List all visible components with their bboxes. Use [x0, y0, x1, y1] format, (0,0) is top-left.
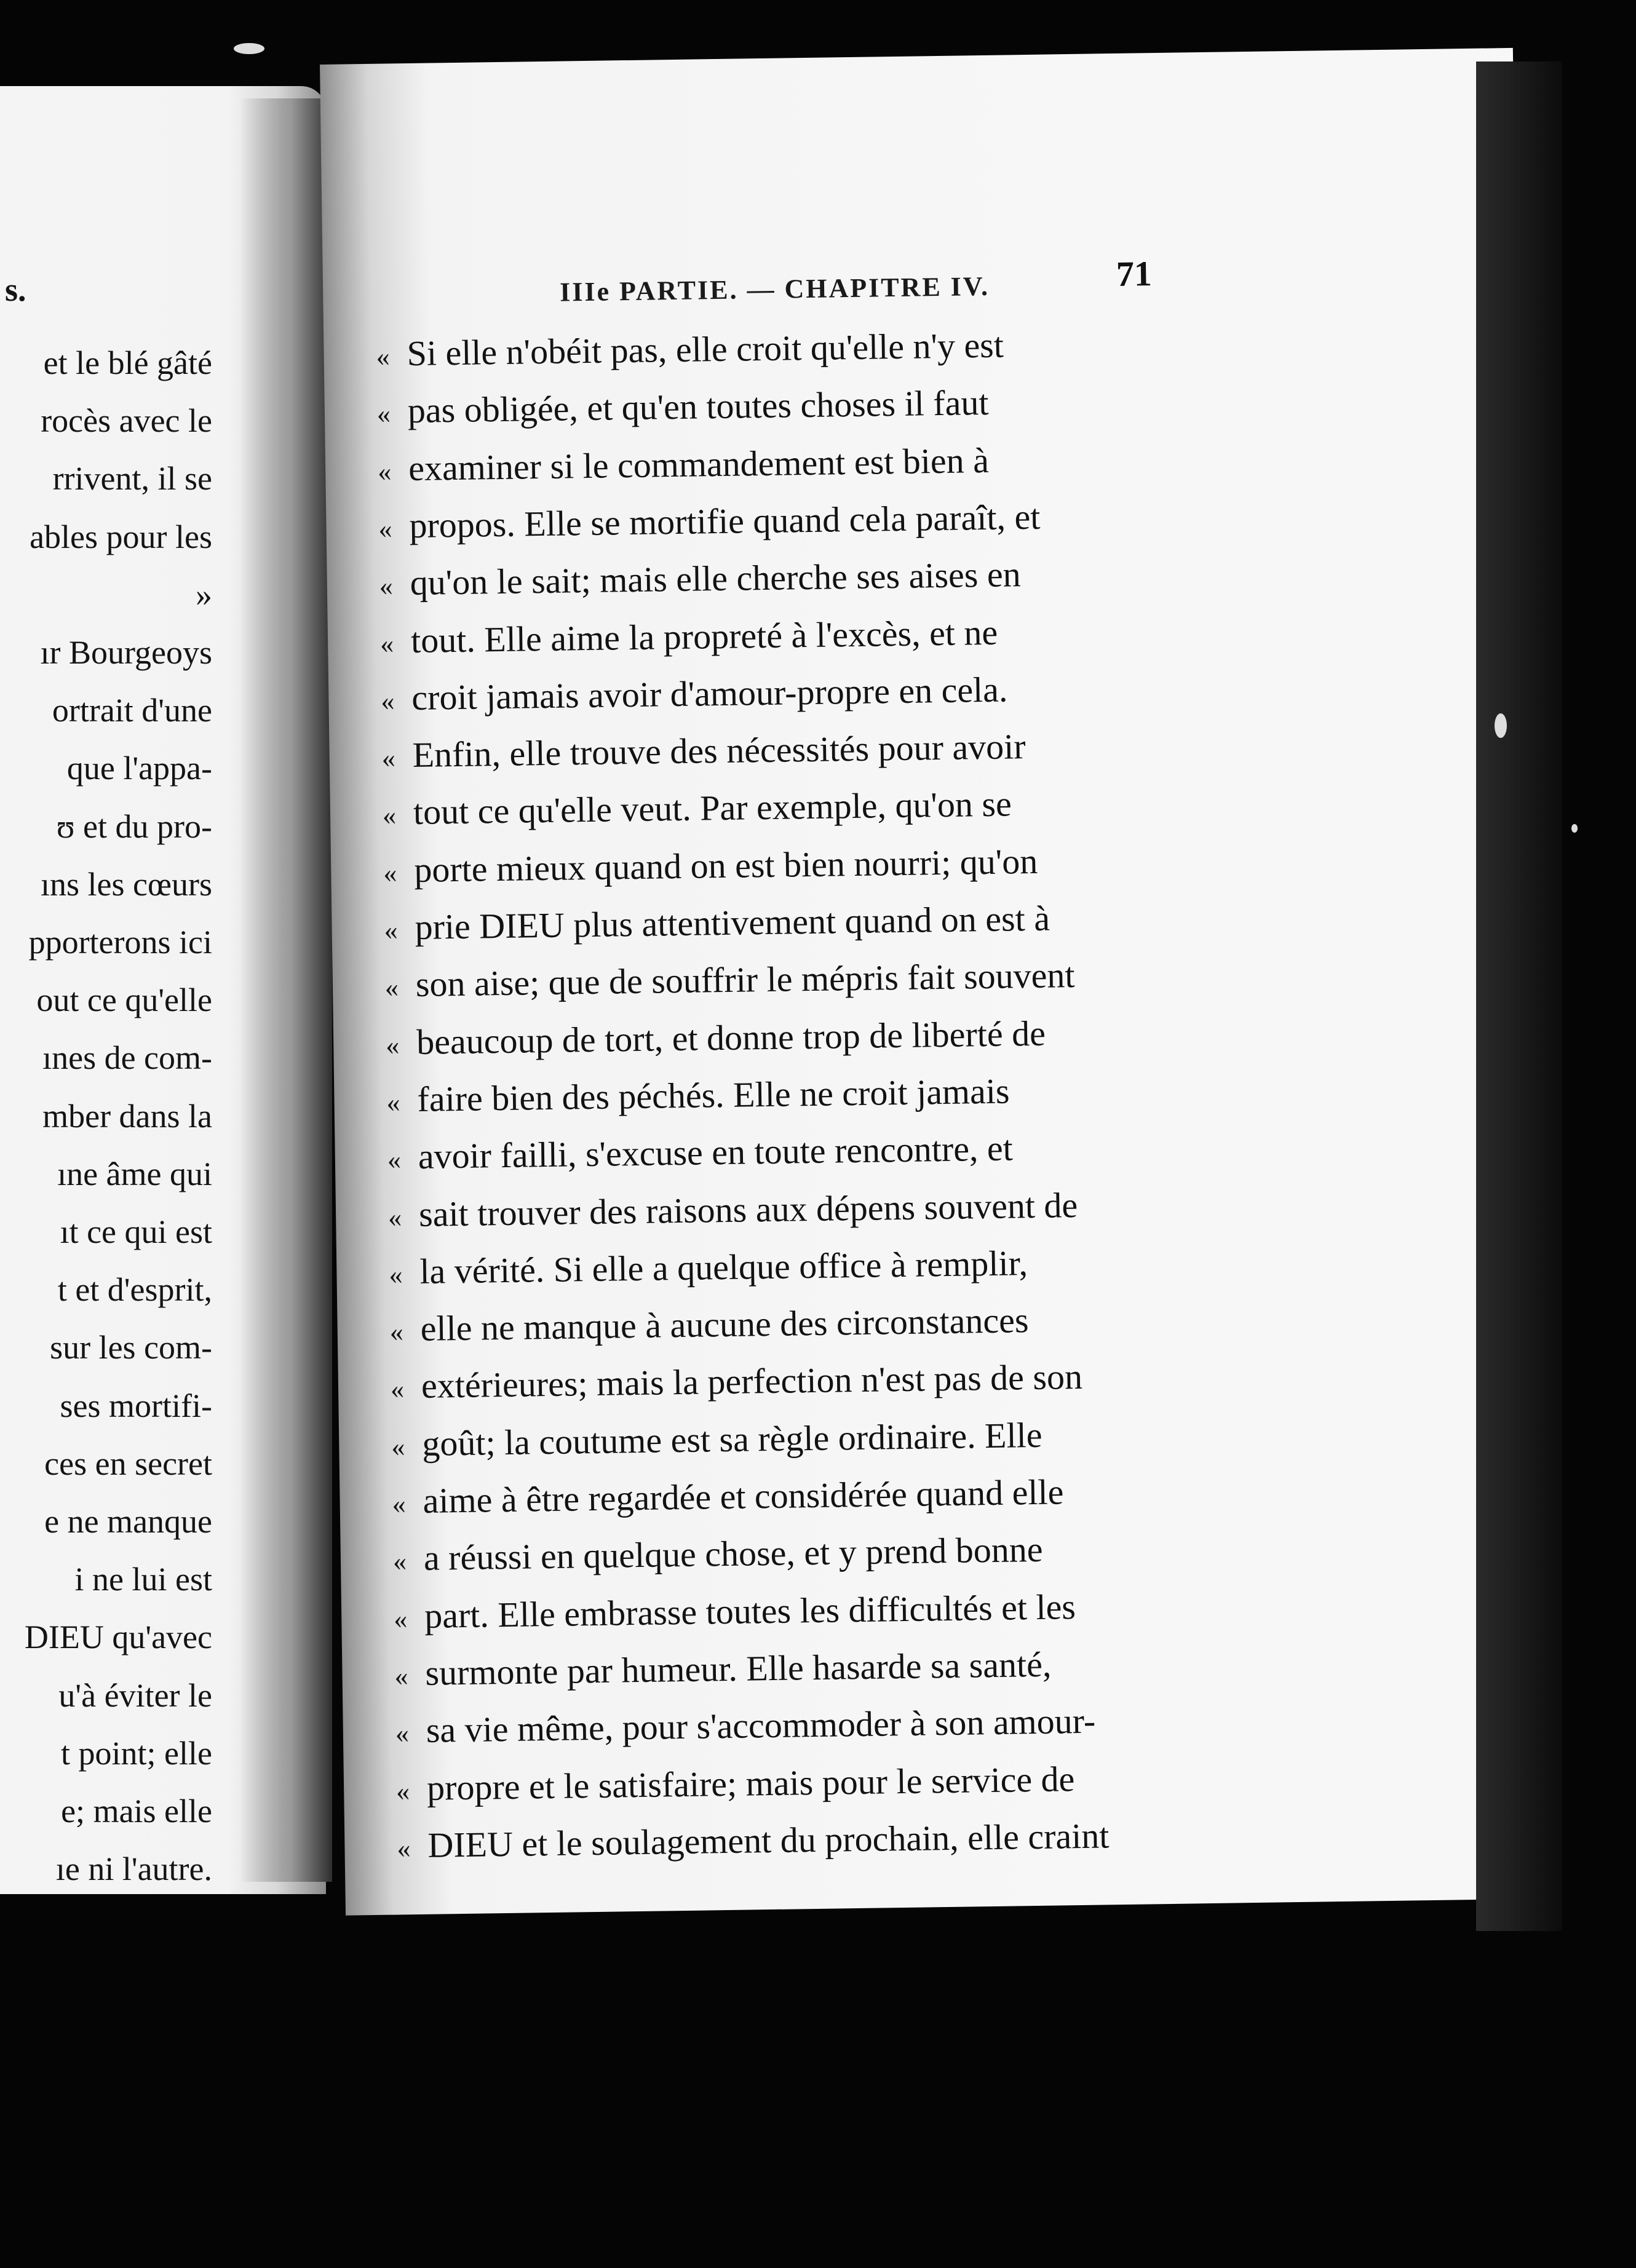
scan-speck: [1495, 713, 1507, 738]
text-line: [384, 954, 1178, 1008]
text-line: e ne manque: [44, 1503, 212, 1540]
text-line: [383, 782, 1177, 836]
quote-mark: «: [389, 1317, 404, 1347]
text-line: rocès avec le: [41, 402, 212, 440]
quote-mark: «: [386, 1087, 400, 1118]
text-line: [395, 1700, 1189, 1754]
text-line: [376, 381, 1170, 434]
text-line: [397, 1815, 1191, 1868]
quote-mark: «: [382, 800, 397, 831]
line-text: Si elle n'obéit pas, elle croit qu'elle n'y est: [407, 325, 1004, 374]
text-line: i ne lui est: [74, 1561, 212, 1598]
page-number: 71: [1116, 253, 1153, 294]
text-line: »: [196, 576, 212, 613]
text-line: e; mais elle: [61, 1793, 212, 1830]
line-text: goût; la coutume est sa règle ordinaire. Elle: [421, 1414, 1042, 1464]
scan-speck: [234, 43, 264, 54]
line-text: sait trouver des raisons aux dépens souvent de: [418, 1184, 1078, 1234]
line-text: tout ce qu'elle veut. Par exemple, qu'on se: [413, 783, 1012, 833]
line-text: surmonte par humeur. Elle hasarde sa santé,: [425, 1644, 1052, 1693]
quote-mark: «: [395, 1718, 410, 1749]
text-line: [388, 1184, 1182, 1237]
text-line: [383, 839, 1177, 893]
quote-mark: «: [387, 1144, 402, 1175]
line-text: pas obligée, et qu'en toutes choses il faut: [407, 383, 989, 431]
quote-mark: «: [384, 915, 399, 946]
quote-mark: «: [393, 1603, 408, 1635]
text-line: [386, 1069, 1180, 1123]
line-text: part. Elle embrasse toutes les difficultés et les: [424, 1586, 1076, 1636]
text-line: u'à éviter le: [58, 1676, 212, 1714]
text-line: ʊ et du pro-: [56, 807, 212, 845]
text-line: [392, 1471, 1186, 1525]
text-line: out ce qu'elle: [36, 981, 212, 1019]
quote-mark: «: [392, 1546, 407, 1577]
text-line: [378, 496, 1172, 549]
right-page: [320, 48, 1539, 1916]
line-text: extérieures; mais la perfection n'est pas de son: [421, 1357, 1083, 1406]
quote-mark: «: [376, 398, 391, 430]
text-line: ses mortifi-: [60, 1387, 212, 1424]
line-text: croit jamais avoir d'amour-propre en cela.: [411, 669, 1008, 718]
text-line: [391, 1356, 1185, 1410]
quote-mark: «: [384, 972, 399, 1003]
text-line: ıne âme qui: [57, 1155, 212, 1192]
text-line: [380, 610, 1174, 664]
text-line: [381, 725, 1175, 779]
text-line: [378, 438, 1172, 491]
quote-mark: «: [390, 1374, 405, 1405]
text-line: pporterons ici: [28, 924, 212, 961]
text-line: ınes de com-: [42, 1039, 212, 1077]
line-text: la vérité. Si elle a quelque office à remplir,: [419, 1242, 1028, 1291]
line-text: DIEU et le soulagement du prochain, elle craint: [427, 1815, 1110, 1865]
page-edge-shadow: [1476, 61, 1562, 1931]
left-running-head-fragment: s.: [5, 271, 26, 308]
quote-mark: «: [389, 1259, 403, 1290]
text-line: [396, 1758, 1190, 1811]
text-line: sur les com-: [50, 1329, 212, 1366]
text-line: rrivent, il se: [52, 460, 212, 498]
text-line: [392, 1528, 1186, 1582]
text-line: mber dans la: [42, 1097, 212, 1135]
quote-mark: «: [381, 743, 396, 774]
line-text: a réussi en quelque chose, et y prend bonne: [423, 1529, 1043, 1579]
text-line: ır Bourgeoys: [40, 634, 212, 671]
text-line: ıns les cœurs: [41, 865, 212, 903]
quote-mark: «: [379, 628, 394, 659]
text-line: [381, 668, 1175, 721]
quote-mark: «: [383, 858, 397, 889]
text-line: [389, 1241, 1183, 1295]
line-text: examiner si le commandement est bien à: [408, 440, 990, 488]
quote-mark: «: [381, 686, 395, 716]
quote-mark: «: [385, 1029, 400, 1061]
line-text: propos. Elle se mortifie quand cela paraît, et: [409, 496, 1041, 545]
quote-mark: «: [391, 1431, 405, 1462]
line-text: beaucoup de tort, et donne trop de liberté de: [416, 1013, 1046, 1062]
text-line: ables pour les: [30, 518, 212, 555]
line-text: aime à être regardée et considérée quand elle: [423, 1472, 1064, 1521]
quote-mark: «: [377, 456, 392, 487]
quote-mark: «: [376, 341, 390, 372]
line-text: tout. Elle aime la propreté à l'excès, et ne: [410, 612, 998, 660]
line-text: elle ne manque à aucune des circonstances: [420, 1300, 1029, 1349]
quote-mark: «: [395, 1775, 410, 1807]
quote-mark: «: [394, 1661, 408, 1692]
text-line: ces en secret: [44, 1445, 212, 1482]
text-line: t et d'esprit,: [57, 1271, 212, 1309]
text-line: [391, 1413, 1185, 1467]
text-line: [394, 1643, 1188, 1696]
text-line: [389, 1299, 1183, 1352]
line-text: avoir failli, s'excuse en toute rencontre, et: [418, 1128, 1014, 1177]
text-line: t point; elle: [61, 1734, 212, 1772]
running-head: IIIe PARTIE. — CHAPITRE IV.: [559, 271, 990, 307]
text-line: ortrait d'une: [52, 692, 212, 729]
quote-mark: «: [378, 513, 392, 544]
text-line: ıt ce qui est: [60, 1213, 212, 1250]
book-gutter-shadow: [240, 98, 332, 1882]
text-line: [386, 1012, 1180, 1065]
line-text: prie DIEU plus attentivement quand on est à: [415, 898, 1050, 947]
scan-speck: [1571, 824, 1578, 833]
text-line: [387, 1127, 1181, 1180]
quote-mark: «: [387, 1202, 402, 1233]
line-text: propre et le satisfaire; mais pour le service de: [426, 1758, 1075, 1808]
quote-mark: «: [397, 1833, 411, 1864]
quote-mark: «: [379, 571, 394, 601]
text-line: DIEU qu'avec: [24, 1619, 212, 1656]
line-text: Enfin, elle trouve des nécessités pour avoir: [412, 726, 1026, 775]
line-text: porte mieux quand on est bien nourri; qu'on: [413, 841, 1038, 890]
text-line: [376, 323, 1170, 377]
text-line: [394, 1585, 1188, 1639]
text-line: que l'appa-: [66, 750, 212, 787]
line-text: sa vie même, pour s'accommoder à son amour-: [426, 1700, 1096, 1751]
text-line: [379, 553, 1173, 606]
text-line: et le blé gâté: [43, 344, 212, 381]
line-text: faire bien des péchés. Elle ne croit jamais: [417, 1071, 1010, 1119]
line-text: son aise; que de souffrir le mépris fait souvent: [415, 955, 1075, 1005]
quote-mark: «: [392, 1489, 407, 1520]
text-line: ıe ni l'autre.: [55, 1850, 212, 1888]
text-line: [384, 897, 1178, 951]
line-text: qu'on le sait; mais elle cherche ses aises en: [410, 554, 1022, 603]
